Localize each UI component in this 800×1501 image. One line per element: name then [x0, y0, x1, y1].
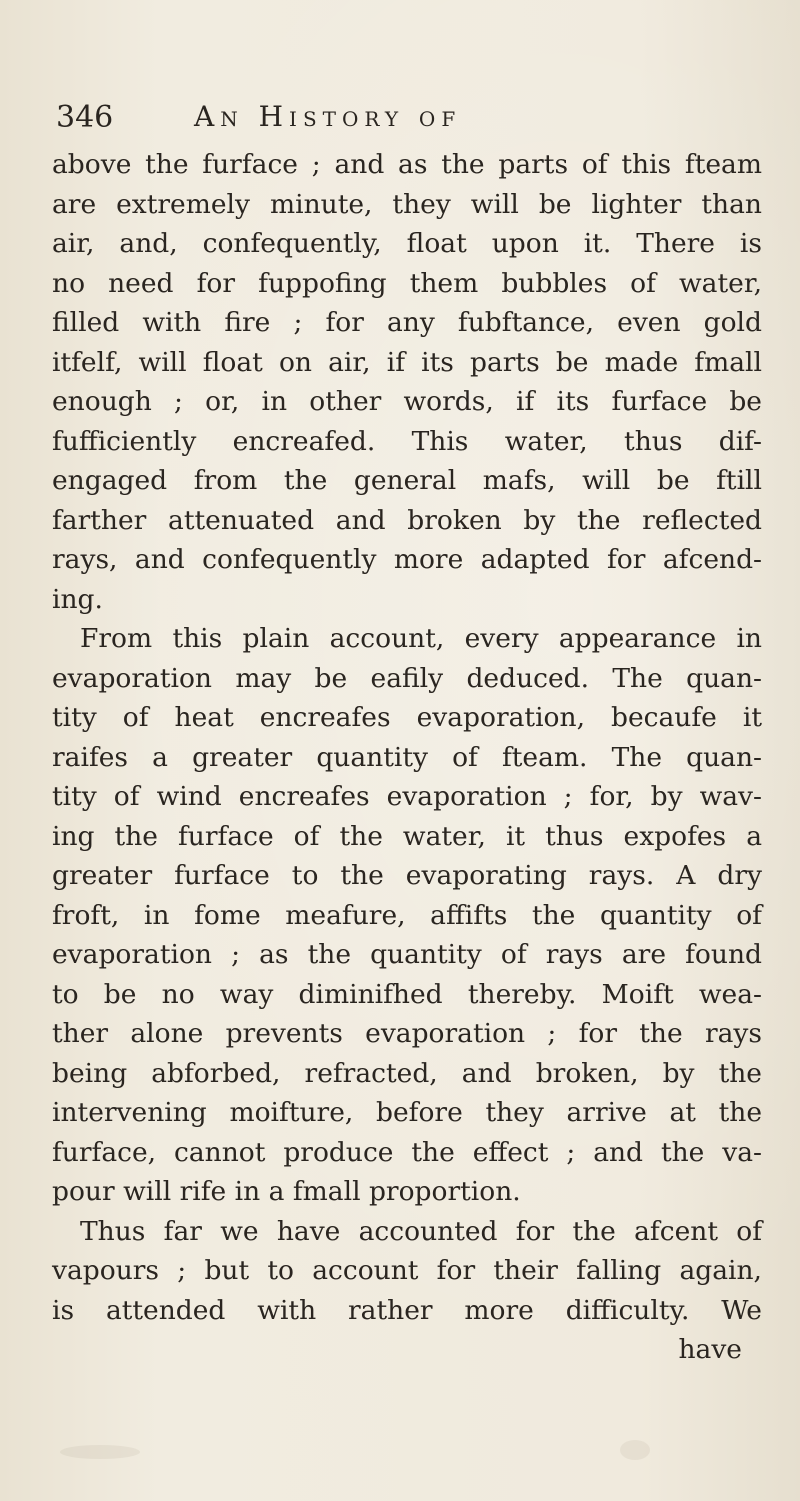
text-line: ing.: [52, 583, 103, 615]
text-line: filled with fire ; for any fubftance, even gold: [52, 307, 762, 338]
text-line: being abforbed, refracted, and broken, by the: [52, 1057, 762, 1089]
text-line: itfelf, will float on air, if its parts be made fmall: [52, 346, 762, 378]
text-line: is attended with rather more difficulty. We: [52, 1294, 762, 1326]
text-line: evaporation ; as the quantity of rays are found: [52, 939, 762, 970]
text-line: evaporation may be eafily deduced. The quan-: [52, 662, 762, 694]
text-line: pour will rife in a fmall proportion.: [52, 1176, 521, 1207]
body-text: [52, 145, 762, 1370]
text-line: greater furface to the evaporating rays. A dry: [52, 860, 762, 891]
text-line: no need for fuppofing them bubbles of water,: [52, 267, 762, 299]
text-line: fufficiently encreafed. This water, thus dif-: [52, 425, 762, 457]
text-line: engaged from the general mafs, will be ftill: [52, 465, 762, 496]
text-line: enough ; or, in other words, if its furface be: [52, 386, 762, 417]
text-line: froft, in fome meafure, affifts the quantity of: [52, 899, 762, 931]
text-line: tity of heat encreafes evaporation, becaufe it: [52, 702, 762, 733]
text-line: ing the furface of the water, it thus expofes a: [52, 820, 762, 852]
text-line: above the furface ; and as the parts of this fteam: [52, 149, 762, 180]
paper-stain: [620, 1440, 650, 1460]
running-head: An History of: [194, 100, 462, 133]
text-line: tity of wind encreafes evaporation ; for, by wav-: [52, 781, 762, 812]
text-line: farther attenuated and broken by the reflected: [52, 504, 762, 536]
page-header: [56, 96, 756, 144]
text-line: air, and, confequently, float upon it. There is: [52, 228, 762, 259]
catchword: have: [678, 1334, 742, 1365]
text-line: raifes a greater quantity of fteam. The quan-: [52, 741, 762, 773]
text-line: vapours ; but to account for their falling again,: [52, 1255, 762, 1286]
page-number: 346: [56, 100, 114, 135]
text-line: furface, cannot produce the effect ; and the va-: [52, 1136, 762, 1168]
text-line: Thus far we have accounted for the afcent of: [80, 1215, 762, 1247]
text-line: rays, and confequently more adapted for afcend-: [52, 544, 762, 575]
paper-stain: [60, 1445, 140, 1459]
text-line: From this plain account, every appearance in: [80, 623, 762, 654]
text-line: to be no way diminifhed thereby. Moift wea-: [52, 978, 762, 1010]
text-line: are extremely minute, they will be lighter than: [52, 188, 762, 220]
text-line: ther alone prevents evaporation ; for the rays: [52, 1018, 762, 1049]
text-line: intervening moifture, before they arrive at the: [52, 1097, 762, 1128]
